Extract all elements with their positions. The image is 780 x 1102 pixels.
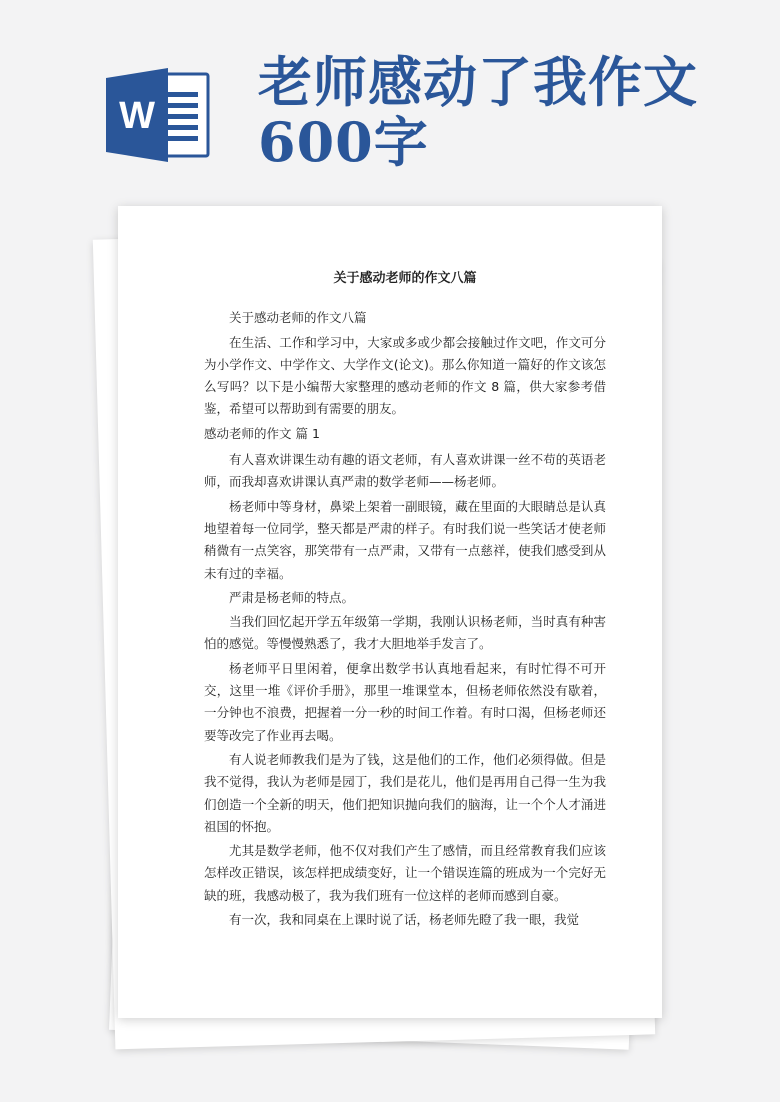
paragraph: 杨老师平日里闲着，便拿出数学书认真地看起来，有时忙得不可开交，这里一堆《评价手册》，那里一堆课堂本，但杨老师依然没有歇着，一分钟也不浪费，把握着一分一秒的时间工作着。有时口渴，但杨老师还要等改完了作业再去喝。 [204,660,606,743]
header [0,0,780,200]
page-title-line1: 老师感动了我作文 [258,50,698,114]
word-icon-letter: W [119,95,155,137]
document-body [204,268,606,933]
paragraph: 尤其是数学老师，他不仅对我们产生了感情，而且经常教育我们应该怎样改正错误，该怎样把成绩变好，让一个错误连篇的班成为一个完好无缺的班，我感动极了，我为我们班有一位这样的老师而感到自豪。 [204,843,606,903]
page-title [258,52,758,172]
page-title-line2: 600字 [258,110,429,174]
document-page [118,206,662,1018]
document-title: 关于感动老师的作文八篇 [333,271,477,286]
document-subtitle: 关于感动老师的作文八篇 [229,310,367,326]
paragraph: 有人喜欢讲课生动有趣的语文老师，有人喜欢讲课一丝不苟的英语老师，而我却喜欢讲课认真严肃的数学老师——杨老师。 [204,452,606,490]
document-intro: 在生活、工作和学习中，大家或多或少都会接触过作文吧，作文可分为小学作文、中学作文、大学作文(论文)。那么你知道一篇好的作文该怎么写吗？以下是小编帮大家整理的感动老师的作文 8 篇，供大家参考借鉴，希望可以帮助到有需要的朋友。 [204,334,606,417]
paragraph: 严肃是杨老师的特点。 [229,589,355,605]
word-document-icon [106,68,210,162]
section-heading: 感动老师的作文 篇 1 [204,425,320,441]
paragraph: 当我们回忆起开学五年级第一学期，我刚认识杨老师，当时真有种害怕的感觉。等慢慢熟悉了，我才大胆地举手发言了。 [204,614,606,652]
paragraph: 有一次，我和同桌在上课时说了话，杨老师先瞪了我一眼，我觉 [229,912,580,928]
paragraph: 杨老师中等身材，鼻梁上架着一副眼镜，藏在里面的大眼睛总是认真地望着每一位同学，整天都是严肃的样子。有时我们说一些笑话才使老师稍微有一点笑容，那笑带有一点严肃，又带有一点慈祥，使我们感受到从未有过的幸福。 [204,498,606,581]
paragraph: 有人说老师教我们是为了钱，这是他们的工作，他们必须得做。但是我不觉得，我认为老师是园丁，我们是花儿，他们是再用自己得一生为我们创造一个全新的明天，他们把知识抛向我们的脑海，让一个个人才涌进祖国的怀抱。 [204,751,606,834]
